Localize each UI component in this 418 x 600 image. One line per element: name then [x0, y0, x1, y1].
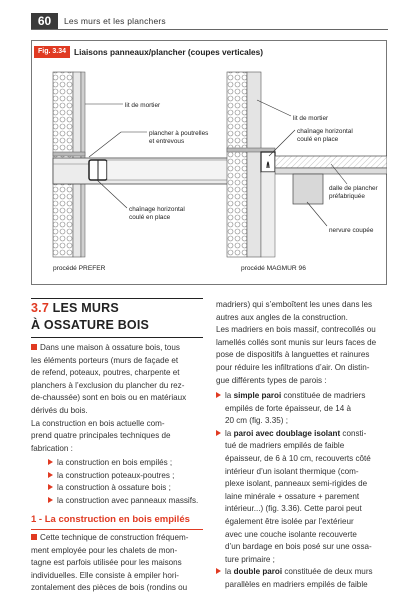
text-line: pose de dispositifs à languettes et rainures	[216, 350, 370, 360]
list-item: la construction poteaux-poutres ;	[48, 470, 204, 483]
text-line: Cette technique de construction fréquem-	[31, 532, 203, 545]
caption-prefer: procédé PREFER	[53, 265, 106, 272]
text-line: zontalement des pièces de bois (rondins ou	[31, 583, 188, 593]
bullet-arrow-icon	[48, 459, 53, 465]
text-line: avec une couche isolante recouverte	[225, 529, 357, 539]
text-line: lamellés collés sont munis sur leurs faces de	[216, 337, 377, 347]
caption-magmur: procédé MAGMUR 96	[241, 265, 306, 272]
label-chainage-prefer-l2: coulé en place	[129, 214, 171, 221]
subsection-rule	[31, 529, 203, 530]
label-plancher-poutrelles-l1: plancher à poutrelles	[149, 130, 209, 137]
label-chainage-magmur-l2: coulé en place	[297, 136, 339, 143]
text-line: d’un bardage en bois posé sur une ossa-	[225, 542, 372, 552]
text-line: autres aux angles de la construction.	[216, 312, 348, 322]
text-line: Dans une maison à ossature bois, tous	[31, 342, 203, 355]
text-line: La construction en bois actuelle com-	[31, 418, 165, 428]
text-line: intérieur...) (fig. 3.36). Cette paroi peut	[225, 504, 362, 514]
label-dalle-plancher-l2: préfabriquée	[329, 193, 365, 200]
text-line: intérieur d’un isolant thermique (com-	[225, 466, 359, 476]
right-bullet-list	[216, 390, 388, 592]
section-rule-top	[31, 298, 203, 299]
text-line: 20 cm (fig. 3.35) ;	[225, 416, 288, 426]
label-dalle-plancher-l1: dalle de plancher	[329, 185, 378, 192]
text-line: de-chaussée) sont en bois ou en matériaux	[31, 393, 187, 403]
text-line: de refend, poteaux, poutres, charpente et	[31, 368, 180, 378]
text-line: parallèles en madriers empilés de faible	[225, 579, 368, 589]
text-line: prend quatre principales techniques de	[31, 431, 171, 441]
text-line: ture primaire ;	[225, 554, 275, 564]
figure-drawing	[31, 60, 387, 285]
prefer-section-drawing	[53, 72, 253, 257]
left-bullet-list	[48, 457, 204, 507]
section-title-line2: À OSSATURE BOIS	[31, 318, 150, 332]
list-item: la simple paroi constituée de madriers	[216, 390, 388, 403]
running-header-chapter: Les murs et les planchers	[64, 16, 166, 26]
text-line: ment employée pour les chalets de mon-	[31, 545, 178, 555]
text-line: Les madriers en bois massif, contrecollés ou	[216, 325, 376, 335]
text-line: épaisseur, de 6 à 10 cm, recouverts côté	[225, 453, 371, 463]
left-paragraph-3	[31, 532, 203, 595]
list-item: la paroi avec doublage isolant consti-	[216, 428, 388, 441]
section-number: 3.7	[31, 301, 49, 315]
bullet-arrow-icon	[216, 392, 221, 398]
text-line: dérivés du bois.	[31, 405, 88, 415]
page-header	[0, 0, 418, 32]
bullet-arrow-icon	[216, 568, 221, 574]
label-plancher-poutrelles-l2: et entrevous	[149, 138, 185, 145]
bullet-arrow-icon	[216, 430, 221, 436]
paragraph-marker-icon	[31, 344, 37, 350]
text-line: individuelles. Elle consiste à empiler hori-	[31, 570, 180, 580]
right-paragraph-1	[216, 299, 388, 387]
paragraph-marker-icon	[31, 534, 37, 540]
prefer-leader-lines	[85, 104, 147, 208]
list-item: la construction à ossature bois ;	[48, 482, 204, 495]
section-title-text-1: LES MURS	[52, 301, 119, 315]
list-item: la construction en bois empilés ;	[48, 457, 204, 470]
page-number: 60	[31, 13, 58, 29]
text-line: les éléments porteurs (murs de façade et	[31, 355, 179, 365]
text-line: madriers) qui s’emboîtent les unes dans les	[216, 300, 373, 309]
list-item: la double paroi constituée de deux murs	[216, 566, 388, 579]
text-line: gue différents types de parois :	[216, 375, 327, 385]
label-nervure-coupee: nervure coupée	[329, 227, 374, 234]
label-lit-mortier-prefer: lit de mortier	[125, 102, 161, 109]
bullet-arrow-icon	[48, 472, 53, 478]
text-line: plexe isolant, panneaux semi-rigides de	[225, 479, 368, 489]
text-line: laine minérale + ossature + parement	[225, 491, 360, 501]
figure-title: Liaisons panneaux/plancher (coupes verticales)	[74, 47, 264, 57]
text-line: tagne est parfois utilisée pour les maisons	[31, 558, 182, 568]
label-chainage-magmur-l1: chaînage horizontal	[297, 128, 353, 135]
text-line: fabrication :	[31, 443, 73, 453]
text-line: planchers à l’exclusion du plancher du rez-	[31, 380, 185, 390]
text-line: tué de madriers empilés de faible	[225, 441, 345, 451]
section-rule-bottom	[31, 337, 203, 338]
left-paragraph-1	[31, 342, 203, 455]
text-line: également être isolée par l’extérieur	[225, 516, 354, 526]
bullet-arrow-icon	[48, 497, 53, 503]
label-chainage-prefer-l1: chaînage horizontal	[129, 206, 185, 213]
figure-tag: Fig. 3.34	[34, 46, 70, 58]
text-line: pour réduire les infiltrations d’air. On distin-	[216, 362, 370, 372]
subsection-title: 1 - La construction en bois empilés	[31, 514, 190, 525]
text-line: empilés de forte épaisseur, de 14 à	[225, 403, 351, 413]
header-rule	[31, 29, 388, 30]
list-item: la construction avec panneaux massifs.	[48, 495, 204, 508]
section-title-line1	[31, 300, 119, 317]
label-lit-mortier-magmur: lit de mortier	[293, 115, 329, 122]
bullet-arrow-icon	[48, 484, 53, 490]
